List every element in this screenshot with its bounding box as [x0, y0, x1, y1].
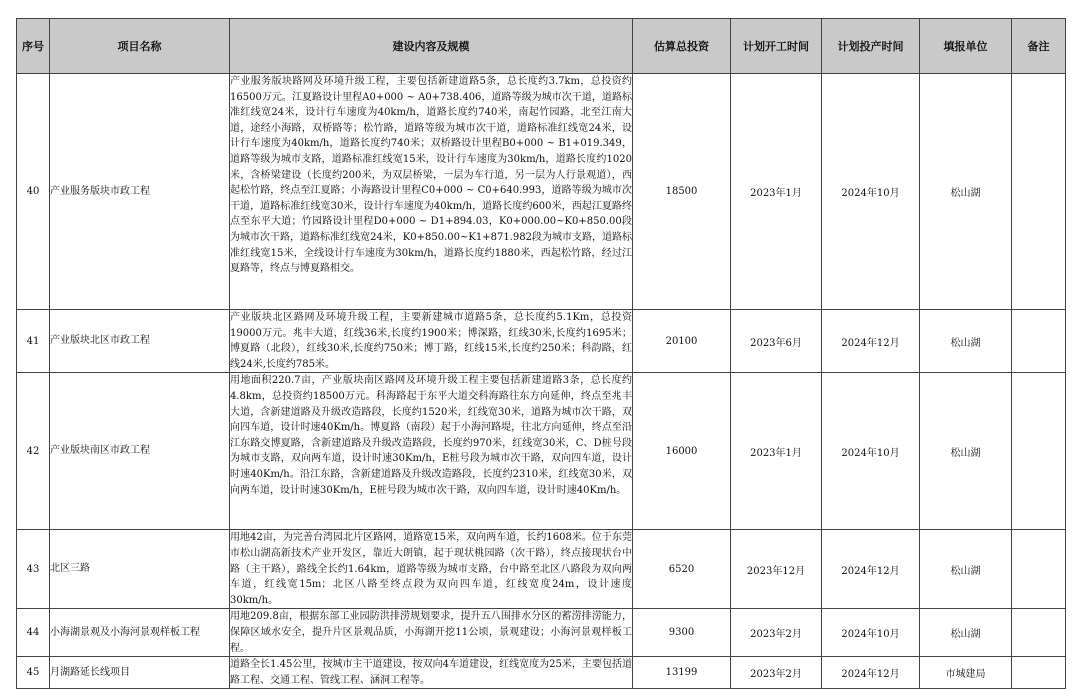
cell-operation: 2024年12月	[822, 310, 920, 373]
cell-operation: 2024年12月	[822, 530, 920, 609]
cell-seq: 42	[17, 373, 50, 530]
cell-content: 道路全长1.45公里，按城市主干道建设，按双向4车道建设，红线宽度为25米，主要包括道路工程、交通工程、管线工程、涵洞工程等。	[230, 657, 633, 689]
table-row	[17, 373, 1066, 530]
cell-name: 产业版块北区市政工程	[50, 310, 230, 373]
cell-seq: 43	[17, 530, 50, 609]
cell-name: 产业服务版块市政工程	[50, 74, 230, 310]
cell-start: 2023年2月	[731, 657, 822, 689]
cell-unit: 市城建局	[920, 657, 1012, 689]
cell-remark	[1012, 373, 1066, 530]
table-row	[17, 609, 1066, 657]
header-remark: 备注	[1012, 19, 1066, 74]
table-row	[17, 74, 1066, 310]
cell-operation: 2024年12月	[822, 657, 920, 689]
cell-seq: 40	[17, 74, 50, 310]
cell-unit: 松山湖	[920, 609, 1012, 657]
cell-content: 产业版块北区路网及环境升级工程，主要新建城市道路5条，总长度约5.1Km，总投资19000万元。兆丰大道，红线36米,长度约1900米；博深路，红线30米,长度约1695米；博夏路（北段），红线30米,长度约750米；博丁路，红线15米,长度约250米；科韵路，红线24米,长度约785米。	[230, 310, 633, 373]
cell-unit: 松山湖	[920, 74, 1012, 310]
cell-start: 2023年1月	[731, 74, 822, 310]
cell-operation: 2024年10月	[822, 373, 920, 530]
cell-investment: 18500	[633, 74, 731, 310]
cell-remark	[1012, 530, 1066, 609]
project-table	[16, 18, 1066, 689]
cell-seq: 44	[17, 609, 50, 657]
cell-unit: 松山湖	[920, 310, 1012, 373]
header-investment: 估算总投资	[633, 19, 731, 74]
cell-remark	[1012, 310, 1066, 373]
cell-investment: 16000	[633, 373, 731, 530]
header-start: 计划开工时间	[731, 19, 822, 74]
table-row	[17, 657, 1066, 689]
cell-operation: 2024年10月	[822, 74, 920, 310]
cell-name: 月湖路延长线项目	[50, 657, 230, 689]
header-seq: 序号	[17, 19, 50, 74]
cell-remark	[1012, 74, 1066, 310]
cell-content: 产业服务版块路网及环境升级工程，主要包括新建道路5条，总长度约3.7km，总投资约16500万元。江夏路设计里程A0+000 ~ A0+738.406，道路等级为城市次干道，道路标准红线宽24米，设计行车速度为40km/h，道路长度约740米，南起竹园路，北至江南大道，途经小海路，双桥路等；松竹路，道路等级为城市次干道，道路标准红线宽24米，设计行车速度为40km/h，道路长度约740米；双桥路设计里程B0+000 ~ B1+019.349，道路等级为城市支路，道路标准红线宽15米，设计行车速度为30km/h，道路长度约1020米，含桥梁建设（长度约200米，为双层桥梁，一层为车行道，另一层为人行景观道），西起松竹路，终点至江夏路；小海路设计里程C0+000 ~ C0+640.993，道路等级为城市次干道，道路标准红线宽30米，设计行车速度为40km/h，道路长度约600米，西起江夏路终点至东平大道；竹园路设计里程D0+000 ~ D1+894.03，K0+000.00~K0+850.00段为城市次干路，道路标准红线宽24米，K0+850.00~K1+871.982段为城市支路，道路标准红线宽15米，全线设计行车速度为30km/h，道路长度约1880米，西起松竹路，经过江夏路等，终点与博夏路相交。	[230, 74, 633, 310]
cell-remark	[1012, 657, 1066, 689]
cell-operation: 2024年10月	[822, 609, 920, 657]
cell-name: 产业版块南区市政工程	[50, 373, 230, 530]
cell-content: 用地42亩，为完善台湾园北片区路网，道路宽15米，双向两车道，长约1608米。位于东莞市松山湖高新技术产业开发区，靠近大朗镇，起于现状桃园路（次干路），终点接现状台中路（主干路），路线全长约1.64km，道路等级为城市支路，台中路至北区八路段为双向两车道，红线宽15m；北区八路至终点段为双向四车道，红线宽度24m，设计速度30km/h。	[230, 530, 633, 609]
header-name: 项目名称	[50, 19, 230, 74]
cell-content: 用地209.8亩，根据东部工业园防洪排涝规划要求，提升五八围排水分区的蓄涝排涝能力，保障区域水安全，提升片区景观品质，小海湖开挖11公顷，景观建设；小海河景观样板工程。	[230, 609, 633, 657]
cell-remark	[1012, 609, 1066, 657]
cell-unit: 松山湖	[920, 530, 1012, 609]
header-unit: 填报单位	[920, 19, 1012, 74]
cell-start: 2023年6月	[731, 310, 822, 373]
cell-name: 小海湖景观及小海河景观样板工程	[50, 609, 230, 657]
cell-seq: 45	[17, 657, 50, 689]
cell-investment: 6520	[633, 530, 731, 609]
cell-name: 北区三路	[50, 530, 230, 609]
cell-investment: 13199	[633, 657, 731, 689]
cell-investment: 20100	[633, 310, 731, 373]
cell-unit: 松山湖	[920, 373, 1012, 530]
cell-investment: 9300	[633, 609, 731, 657]
cell-start: 2023年1月	[731, 373, 822, 530]
cell-start: 2023年2月	[731, 609, 822, 657]
table-row	[17, 310, 1066, 373]
header-content: 建设内容及规模	[230, 19, 633, 74]
header-operation: 计划投产时间	[822, 19, 920, 74]
table-header	[17, 19, 1066, 74]
cell-content: 用地面积220.7亩，产业版块南区路网及环境升级工程主要包括新建道路3条，总长度约4.8km，总投资约18500万元。科海路起于东平大道交科海路往东方向延伸，终点至兆丰大道，含新建道路及升级改造路段，长度约1520米，红线宽30米，道路为城市次干路，双向四车道，设计时速40Km/h。博夏路（南段）起于小海河路堤，往北方向延伸，终点至沿江东路交博夏路，含新建道路及升级改造路段，长度约970米，红线宽30米，C、D桩号段为城市支路，双向两车道，设计时速30Km/h，E桩号段为城市次干路，双向四车道，设计时速40Km/h。沿江东路，含新建道路及升级改造路段，长度约2310米，红线宽30米，双向两车道，设计时速30Km/h，E桩号段为城市次干路，双向四车道，设计时速40Km/h。	[230, 373, 633, 530]
cell-start: 2023年12月	[731, 530, 822, 609]
table-row	[17, 530, 1066, 609]
cell-seq: 41	[17, 310, 50, 373]
